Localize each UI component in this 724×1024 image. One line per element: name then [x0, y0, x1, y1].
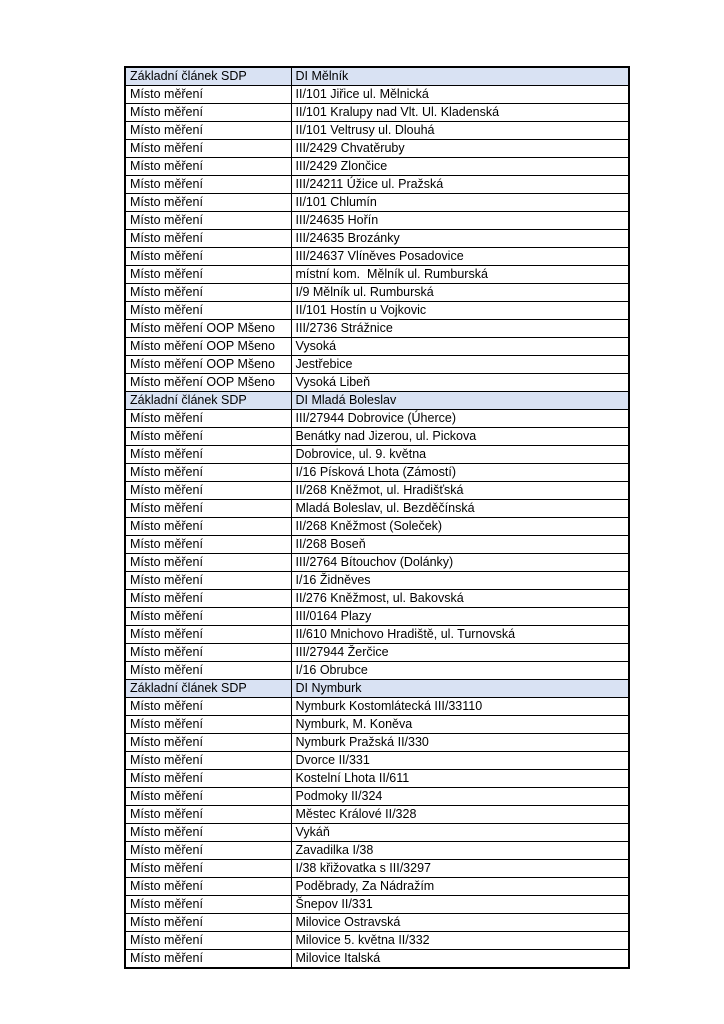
row-value-cell: I/16 Obrubce	[291, 662, 629, 680]
row-label-cell: Místo měření	[125, 608, 291, 626]
table-row	[125, 158, 629, 176]
table-row	[125, 122, 629, 140]
table-row	[125, 212, 629, 230]
table-row	[125, 104, 629, 122]
row-value-cell: II/101 Jiřice ul. Mělnická	[291, 86, 629, 104]
row-label-cell: Místo měření	[125, 230, 291, 248]
row-value-cell: III/2429 Zlončice	[291, 158, 629, 176]
row-value-cell: III/27944 Dobrovice (Úherce)	[291, 410, 629, 428]
table-row	[125, 752, 629, 770]
row-label-cell: Místo měření	[125, 158, 291, 176]
row-label-cell: Místo měření	[125, 518, 291, 536]
row-value-cell: III/24635 Hořín	[291, 212, 629, 230]
row-value-cell: Nymburk Pražská II/330	[291, 734, 629, 752]
table-row	[125, 446, 629, 464]
row-value-cell: Jestřebice	[291, 356, 629, 374]
table-row	[125, 950, 629, 969]
row-value-cell: Městec Králové II/328	[291, 806, 629, 824]
section-value-cell: DI Mladá Boleslav	[291, 392, 629, 410]
table-row	[125, 410, 629, 428]
table-row	[125, 374, 629, 392]
row-label-cell: Místo měření	[125, 536, 291, 554]
table-row	[125, 518, 629, 536]
table-row	[125, 554, 629, 572]
row-label-cell: Místo měření	[125, 716, 291, 734]
row-label-cell: Místo měření OOP Mšeno	[125, 320, 291, 338]
row-label-cell: Místo měření	[125, 86, 291, 104]
table-row	[125, 338, 629, 356]
row-value-cell: II/101 Kralupy nad Vlt. Ul. Kladenská	[291, 104, 629, 122]
row-label-cell: Místo měření	[125, 266, 291, 284]
table-row	[125, 734, 629, 752]
table-row	[125, 878, 629, 896]
table-row	[125, 428, 629, 446]
row-value-cell: Vysoká Libeň	[291, 374, 629, 392]
row-value-cell: Mladá Boleslav, ul. Bezděčínská	[291, 500, 629, 518]
row-value-cell: III/0164 Plazy	[291, 608, 629, 626]
table-row	[125, 698, 629, 716]
table-row	[125, 860, 629, 878]
row-label-cell: Místo měření	[125, 302, 291, 320]
row-value-cell: II/101 Hostín u Vojkovic	[291, 302, 629, 320]
section-label-cell: Základní článek SDP	[125, 392, 291, 410]
row-value-cell: I/16 Písková Lhota (Zámostí)	[291, 464, 629, 482]
table-row	[125, 662, 629, 680]
table-row	[125, 230, 629, 248]
table-row	[125, 284, 629, 302]
row-label-cell: Místo měření	[125, 554, 291, 572]
table-row	[125, 590, 629, 608]
row-label-cell: Místo měření	[125, 878, 291, 896]
row-label-cell: Místo měření	[125, 770, 291, 788]
table-row	[125, 896, 629, 914]
table-row	[125, 806, 629, 824]
row-value-cell: II/101 Chlumín	[291, 194, 629, 212]
row-value-cell: III/27944 Žerčice	[291, 644, 629, 662]
row-label-cell: Místo měření	[125, 932, 291, 950]
row-value-cell: Šnepov II/331	[291, 896, 629, 914]
row-value-cell: I/16 Židněves	[291, 572, 629, 590]
row-value-cell: Milovice Italská	[291, 950, 629, 969]
row-label-cell: Místo měření	[125, 896, 291, 914]
row-label-cell: Místo měření	[125, 248, 291, 266]
table-row	[125, 788, 629, 806]
table-row	[125, 914, 629, 932]
table-row	[125, 464, 629, 482]
table-row	[125, 266, 629, 284]
row-label-cell: Místo měření	[125, 950, 291, 969]
row-value-cell: III/2429 Chvatěruby	[291, 140, 629, 158]
row-value-cell: Podmoky II/324	[291, 788, 629, 806]
row-label-cell: Místo měření	[125, 860, 291, 878]
row-value-cell: Milovice Ostravská	[291, 914, 629, 932]
row-label-cell: Místo měření	[125, 734, 291, 752]
row-value-cell: III/24635 Brozánky	[291, 230, 629, 248]
row-value-cell: III/2736 Strážnice	[291, 320, 629, 338]
row-value-cell: II/268 Kněžmost (Soleček)	[291, 518, 629, 536]
section-value-cell: DI Mělník	[291, 67, 629, 86]
row-label-cell: Místo měření	[125, 212, 291, 230]
row-label-cell: Místo měření	[125, 914, 291, 932]
row-label-cell: Místo měření OOP Mšeno	[125, 356, 291, 374]
table-row	[125, 482, 629, 500]
row-label-cell: Místo měření	[125, 842, 291, 860]
table-row	[125, 320, 629, 338]
row-value-cell: Dvorce II/331	[291, 752, 629, 770]
row-value-cell: Kostelní Lhota II/611	[291, 770, 629, 788]
row-label-cell: Místo měření	[125, 806, 291, 824]
table-row	[125, 176, 629, 194]
row-label-cell: Místo měření	[125, 824, 291, 842]
table-row	[125, 626, 629, 644]
table-row	[125, 302, 629, 320]
row-value-cell: II/101 Veltrusy ul. Dlouhá	[291, 122, 629, 140]
section-label-cell: Základní článek SDP	[125, 680, 291, 698]
row-value-cell: Vysoká	[291, 338, 629, 356]
row-value-cell: I/9 Mělník ul. Rumburská	[291, 284, 629, 302]
row-label-cell: Místo měření	[125, 194, 291, 212]
table-row	[125, 932, 629, 950]
row-label-cell: Místo měření	[125, 446, 291, 464]
row-label-cell: Místo měření	[125, 662, 291, 680]
row-value-cell: II/610 Mnichovo Hradiště, ul. Turnovská	[291, 626, 629, 644]
row-label-cell: Místo měření	[125, 698, 291, 716]
row-value-cell: II/268 Boseň	[291, 536, 629, 554]
row-label-cell: Místo měření	[125, 428, 291, 446]
table-row	[125, 86, 629, 104]
row-label-cell: Místo měření	[125, 482, 291, 500]
row-label-cell: Místo měření	[125, 626, 291, 644]
row-label-cell: Místo měření	[125, 464, 291, 482]
measurement-locations-table	[124, 66, 630, 969]
table-row	[125, 770, 629, 788]
row-label-cell: Místo měření	[125, 140, 291, 158]
row-label-cell: Místo měření	[125, 788, 291, 806]
section-header-row	[125, 67, 629, 86]
row-value-cell: Vykáň	[291, 824, 629, 842]
row-value-cell: II/268 Kněžmot, ul. Hradišťská	[291, 482, 629, 500]
table-row	[125, 572, 629, 590]
row-value-cell: Nymburk Kostomlátecká III/33110	[291, 698, 629, 716]
table-row	[125, 842, 629, 860]
section-header-row	[125, 680, 629, 698]
row-label-cell: Místo měření	[125, 176, 291, 194]
row-label-cell: Místo měření	[125, 122, 291, 140]
row-value-cell: Poděbrady, Za Nádražím	[291, 878, 629, 896]
section-header-row	[125, 392, 629, 410]
row-label-cell: Místo měření	[125, 104, 291, 122]
table-row	[125, 608, 629, 626]
table-row	[125, 194, 629, 212]
row-value-cell: Benátky nad Jizerou, ul. Pickova	[291, 428, 629, 446]
row-value-cell: III/2764 Bítouchov (Dolánky)	[291, 554, 629, 572]
table-row	[125, 356, 629, 374]
row-label-cell: Místo měření	[125, 590, 291, 608]
row-value-cell: I/38 křižovatka s III/3297	[291, 860, 629, 878]
row-value-cell: Milovice 5. května II/332	[291, 932, 629, 950]
row-value-cell: Nymburk, M. Koněva	[291, 716, 629, 734]
section-value-cell: DI Nymburk	[291, 680, 629, 698]
row-value-cell: Zavadilka I/38	[291, 842, 629, 860]
row-label-cell: Místo měření OOP Mšeno	[125, 374, 291, 392]
table-row	[125, 536, 629, 554]
row-value-cell: Dobrovice, ul. 9. května	[291, 446, 629, 464]
table-row	[125, 140, 629, 158]
section-label-cell: Základní článek SDP	[125, 67, 291, 86]
table-body	[125, 67, 629, 968]
row-label-cell: Místo měření	[125, 284, 291, 302]
row-label-cell: Místo měření	[125, 644, 291, 662]
table-row	[125, 644, 629, 662]
row-value-cell: II/276 Kněžmost, ul. Bakovská	[291, 590, 629, 608]
row-value-cell: III/24211 Úžice ul. Pražská	[291, 176, 629, 194]
row-label-cell: Místo měření	[125, 752, 291, 770]
table-row	[125, 248, 629, 266]
row-label-cell: Místo měření	[125, 500, 291, 518]
row-label-cell: Místo měření	[125, 572, 291, 590]
row-label-cell: Místo měření	[125, 410, 291, 428]
row-label-cell: Místo měření OOP Mšeno	[125, 338, 291, 356]
table-row	[125, 500, 629, 518]
table-row	[125, 716, 629, 734]
table-row	[125, 824, 629, 842]
row-value-cell: III/24637 Vlíněves Posadovice	[291, 248, 629, 266]
row-value-cell: místní kom. Mělník ul. Rumburská	[291, 266, 629, 284]
